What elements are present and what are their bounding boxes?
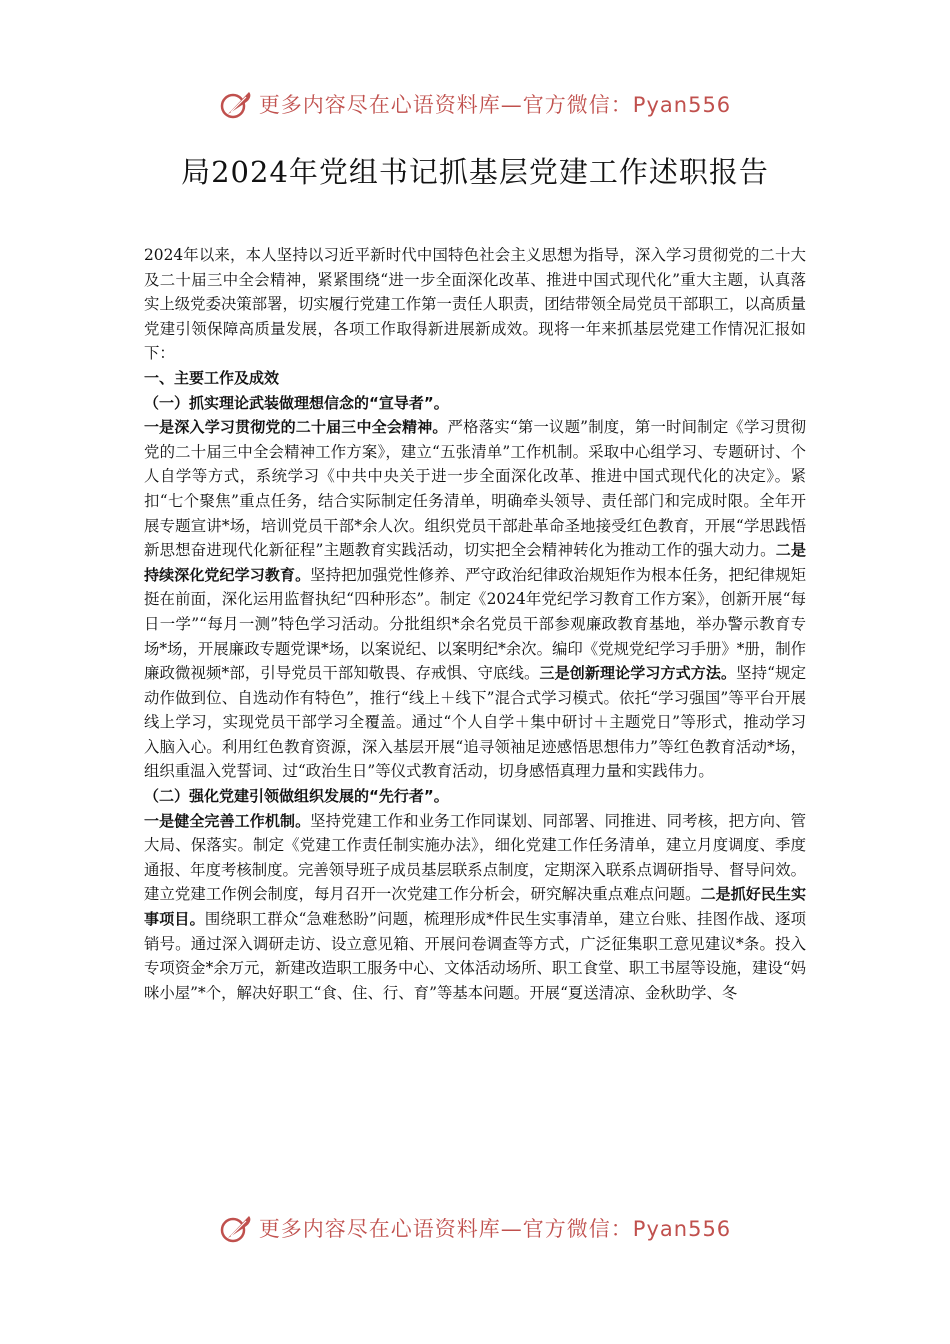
paragraph-lead: 一是健全完善工作机制。 [144, 811, 311, 830]
watermark-text: 更多内容尽在心语资料库—官方微信：Pyan556 [258, 1217, 732, 1241]
body-paragraph [144, 809, 806, 1006]
paragraph-text: 坚持“规定动作做到位、自选动作有特色”，推行“线上＋线下”混合式学习模式。依托“学习强国”等平台开展线上学习，实现党员干部学习全覆盖。通过“个人自学＋集中研讨＋主题党日”等形式，推动学习入脑入心。利用红色教育资源，深入基层开展“追寻领袖足迹感悟思想伟力”等红色教育活动*场，组织重温入党誓词、过“政治生日”等仪式教育活动，切身感悟真理力量和实践伟力。 [144, 664, 806, 781]
paragraph-text: 坚持党建工作和业务工作同谋划、同部署、同推进、同考核，把方向、管大局、保落实。制定《党建工作责任制实施办法》，细化党建工作任务清单，建立月度调度、季度通报、年度考核制度。完善领导班子成员基层联系点制度，定期深入联系点调研指导、督导问效。建立党建工作例会制度，每月召开一次党建工作分析会，研究解决重点难点问题。 [144, 811, 806, 904]
section-heading: 一、主要工作及成效 [144, 368, 280, 387]
header-watermark-banner [0, 84, 950, 124]
paragraph-lead: 三是创新理论学习方式方法。 [539, 664, 737, 683]
document-body [144, 243, 806, 1005]
footer-watermark-banner [0, 1208, 950, 1248]
paragraph-text: 坚持把加强党性修养、严守政治纪律政治规矩作为根本任务，把纪律规矩挺在前面，深化运用监督执纪“四种形态”。制定《2024年党纪学习教育工作方案》，创新开展“每日一学”“每月一测”特色学习活动。分批组织*余名党员干部参观廉政教育基地，举办警示教育专场*场，开展廉政专题党课*场，以案说纪、以案明纪*余次。编印《党规党纪学习手册》*册，制作廉政微视频*部，引导党员干部知敬畏、存戒惧、守底线。 [144, 565, 806, 683]
paragraph-lead: 二是抓好民生实事项目。 [144, 885, 806, 929]
subsection-heading: （二）强化党建引领做组织发展的“先行者”。 [144, 787, 449, 806]
body-paragraph [144, 415, 806, 784]
paragraph-lead: 二是持续深化党纪学习教育。 [144, 541, 806, 584]
paragraph-text: 严格落实“第一议题”制度，第一时间制定《学习贯彻党的二十届三中全会精神工作方案》，建立“五张清单”工作机制。采取中心组学习、专题研讨、个人自学等方式，系统学习《中共中央关于进一步全面深化改革、推进中国式现代化的决定》。紧扣“七个聚焦”重点任务，结合实际制定任务清单，明确牵头领导、责任部门和完成时限。全年开展专题宣讲*场，培训党员干部*余人次。组织党员干部赴革命圣地接受红色教育，开展“学思践悟新思想奋进现代化新征程”主题教育实践活动，切实把全会精神转化为推动工作的强大动力。 [144, 418, 806, 560]
feather-pen-icon [219, 1210, 255, 1246]
feather-pen-icon [219, 86, 255, 122]
document-title: 局2024年党组书记抓基层党建工作述职报告 [181, 155, 769, 189]
paragraph-text: 围绕职工群众“急难愁盼”问题，梳理形成*件民生实事清单，建立台账、挂图作战、逐项销号。通过深入调研走访、设立意见箱、开展问卷调查等方式，广泛征集职工意见建议*条。投入专项资金*余万元，新建改造职工服务中心、文体活动场所、职工食堂、职工书屋等设施，建设“妈咪小屋”*个，解决好职工“食、住、行、育”等基本问题。开展“夏送清凉、金秋助学、冬 [144, 910, 806, 1002]
paragraph-lead: 一是深入学习贯彻党的二十届三中全会精神。 [144, 418, 448, 437]
subsection-heading: （一）抓实理论武装做理想信念的“宣导者”。 [144, 393, 449, 412]
intro-paragraph: 2024年以来，本人坚持以习近平新时代中国特色社会主义思想为指导，深入学习贯彻党的二十大及二十届三中全会精神，紧紧围绕“进一步全面深化改革、推进中国式现代化”重大主题，认真落实上级党委决策部署，切实履行党建工作第一责任人职责，团结带领全局党员干部职工，以高质量党建引领保障高质量发展，各项工作取得新进展新成效。现将一年来抓基层党建工作情况汇报如下： [144, 246, 806, 363]
watermark-text: 更多内容尽在心语资料库—官方微信：Pyan556 [258, 93, 732, 117]
